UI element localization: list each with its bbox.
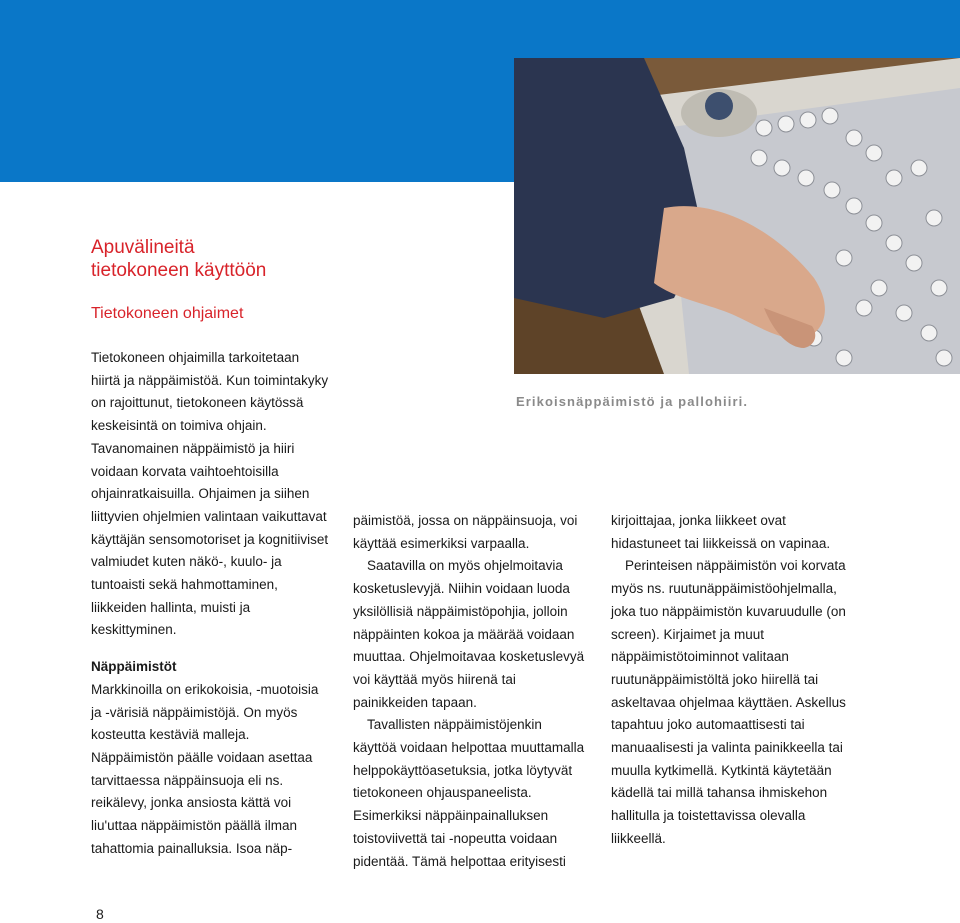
- key: [871, 280, 887, 296]
- keyboard-photo: [514, 58, 960, 374]
- key: [931, 280, 947, 296]
- left-column: [91, 347, 329, 860]
- middle-paragraph-2: Saatavilla on myös ohjelmoitavia kosketuslevyjä. Niihin voidaan luoda yksilöllisiä näppäimistöpohjia, jolloin näppäinten kokoa ja määrää voidaan muuttaa. Ohjelmoitavaa kosketuslevyä voi käyttää myös hiirenä tai painikkeiden tapaan.: [353, 558, 585, 710]
- key: [846, 198, 862, 214]
- key: [886, 170, 902, 186]
- key: [856, 300, 872, 316]
- page-title: [91, 236, 266, 282]
- body-text: Ohjaimen ja siihen liittyvien ohjelmien valintaan vaikuttavat käyttäjän sensomotoriset ja kognitiiviset valmiudet kuten näkö-, kuulo- ja tuntoaisti sekä hahmottaminen, liikkeiden hallinta, muisti ja keskittyminen.: [91, 486, 329, 638]
- section-subtitle: Tietokoneen ohjaimet: [91, 305, 244, 322]
- keyboard-photo-illustration: [514, 58, 960, 374]
- key: [911, 160, 927, 176]
- trackball-ball: [705, 92, 733, 120]
- right-paragraph-1: kirjoittajaa, jonka liikkeet ovat hidastuneet tai liikkeissä on vapinaa.: [611, 513, 831, 551]
- photo-caption: Erikoisnäppäimistö ja pallohiiri.: [516, 394, 749, 409]
- right-paragraph-2: Perinteisen näppäimistön voi korvata myös ns. ruutunäppäimistöohjelmalla, joka tuo näppäimistön kuvaruudulle (on screen). Kirjaimet ja muut näppäimistötoiminnot valitaan ruutunäppäimistöltä joko hiirellä tai askeltavaa ohjelmaa käyttäen. Askellus tapahtuu joko automaattisesti tai manuaalisesti ja valinta painikkeella tai muulla kytkimellä. Kytkintä käytetään kädellä tai millä tahansa ihmiskehon hallitulla ja toistettavissa olevalla liikkeellä.: [611, 558, 846, 846]
- key: [866, 145, 882, 161]
- key: [751, 150, 767, 166]
- key: [936, 350, 952, 366]
- intro-paragraph: [91, 347, 329, 642]
- key: [926, 210, 942, 226]
- key: [906, 255, 922, 271]
- key: [800, 112, 816, 128]
- key: [866, 215, 882, 231]
- right-column: [611, 510, 851, 851]
- key: [822, 108, 838, 124]
- key: [921, 325, 937, 341]
- middle-paragraph-1: päimistöä, jossa on näppäinsuoja, voi käyttää esimerkiksi varpaalla.: [353, 513, 578, 551]
- intro-text: Tietokoneen ohjaimilla tarkoitetaan hiirtä ja näppäimistöä. Kun toimintakyky on rajoittunut, tietokoneen käytössä keskeisintä on toimiva ohjain. Tavanomainen näppäimistö ja hiiri voidaan korvata vaihtoehtoisilla ohjainratkaisuilla.: [91, 350, 329, 502]
- keyboards-heading: Näppäimistöt: [91, 659, 177, 675]
- keyboards-paragraph: Markkinoilla on erikokoisia, -muotoisia ja -värisiä näppäimistöjä. On myös kosteutta kestäviä malleja. Näppäimistön päälle voidaan asettaa tarvittaessa näppäinsuoja eli ns. reikälevy, jonka ansiosta kättä voi liu'uttaa näppäimistön päällä ilman tahattomia painalluksia. Isoa näp-: [91, 681, 319, 856]
- key: [896, 305, 912, 321]
- middle-column: [353, 510, 589, 873]
- key: [886, 235, 902, 251]
- key: [846, 130, 862, 146]
- key: [774, 160, 790, 176]
- title-line-1: Apuvälineitä: [91, 237, 195, 258]
- page-number: 8: [96, 906, 104, 922]
- key: [778, 116, 794, 132]
- key: [836, 350, 852, 366]
- key: [836, 250, 852, 266]
- key: [756, 120, 772, 136]
- middle-paragraph-3: Tavallisten näppäimistöjenkin käyttöä voidaan helpottaa muuttamalla helppokäyttöasetuksia, jotka löytyvät tietokoneen ohjauspaneelista. Esimerkiksi näppäinpainalluksen toistoviivettä tai -nopeutta voidaan pidentää. Tämä helpottaa erityisesti: [353, 717, 585, 869]
- title-line-2: tietokoneen käyttöön: [91, 260, 267, 281]
- key: [824, 182, 840, 198]
- key: [798, 170, 814, 186]
